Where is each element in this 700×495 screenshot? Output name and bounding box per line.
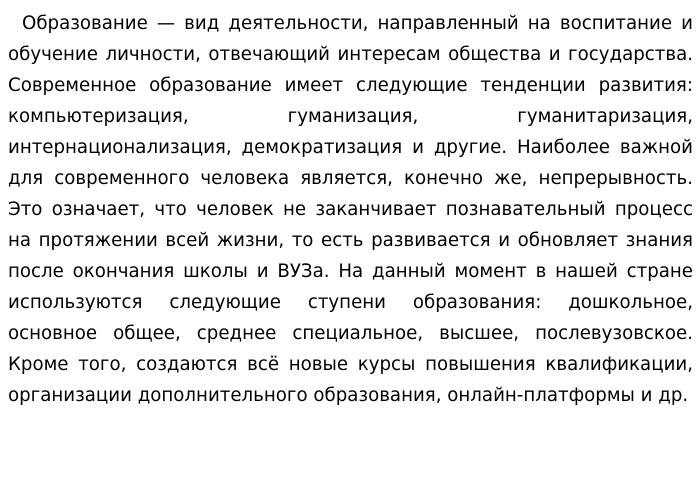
body-paragraph: Образование — вид деятельности, направленный на воспитание и обучение личности, отвечающий интересам общества и государства. Современное образование имеет следующие тенденции развития: компьютеризация, гуманизация, гуманитаризация, интернационализация, демократизация и другие. Наиболее важной для современного человека является, конечно же, непрерывность. Это означает, что человек не заканчивает познавательный процесс на протяжении всей жизни, то есть развивается и обновляет знания после окончания школы и ВУЗа. На данный момент в нашей стране используются следующие ступени образования: дошкольное, основное общее, среднее специальное, высшее, послевузовское. Кроме того, создаются всё новые курсы повышения квалификации, организации дополнительного образования, онлайн-платформы и др. — [8, 13, 693, 406]
